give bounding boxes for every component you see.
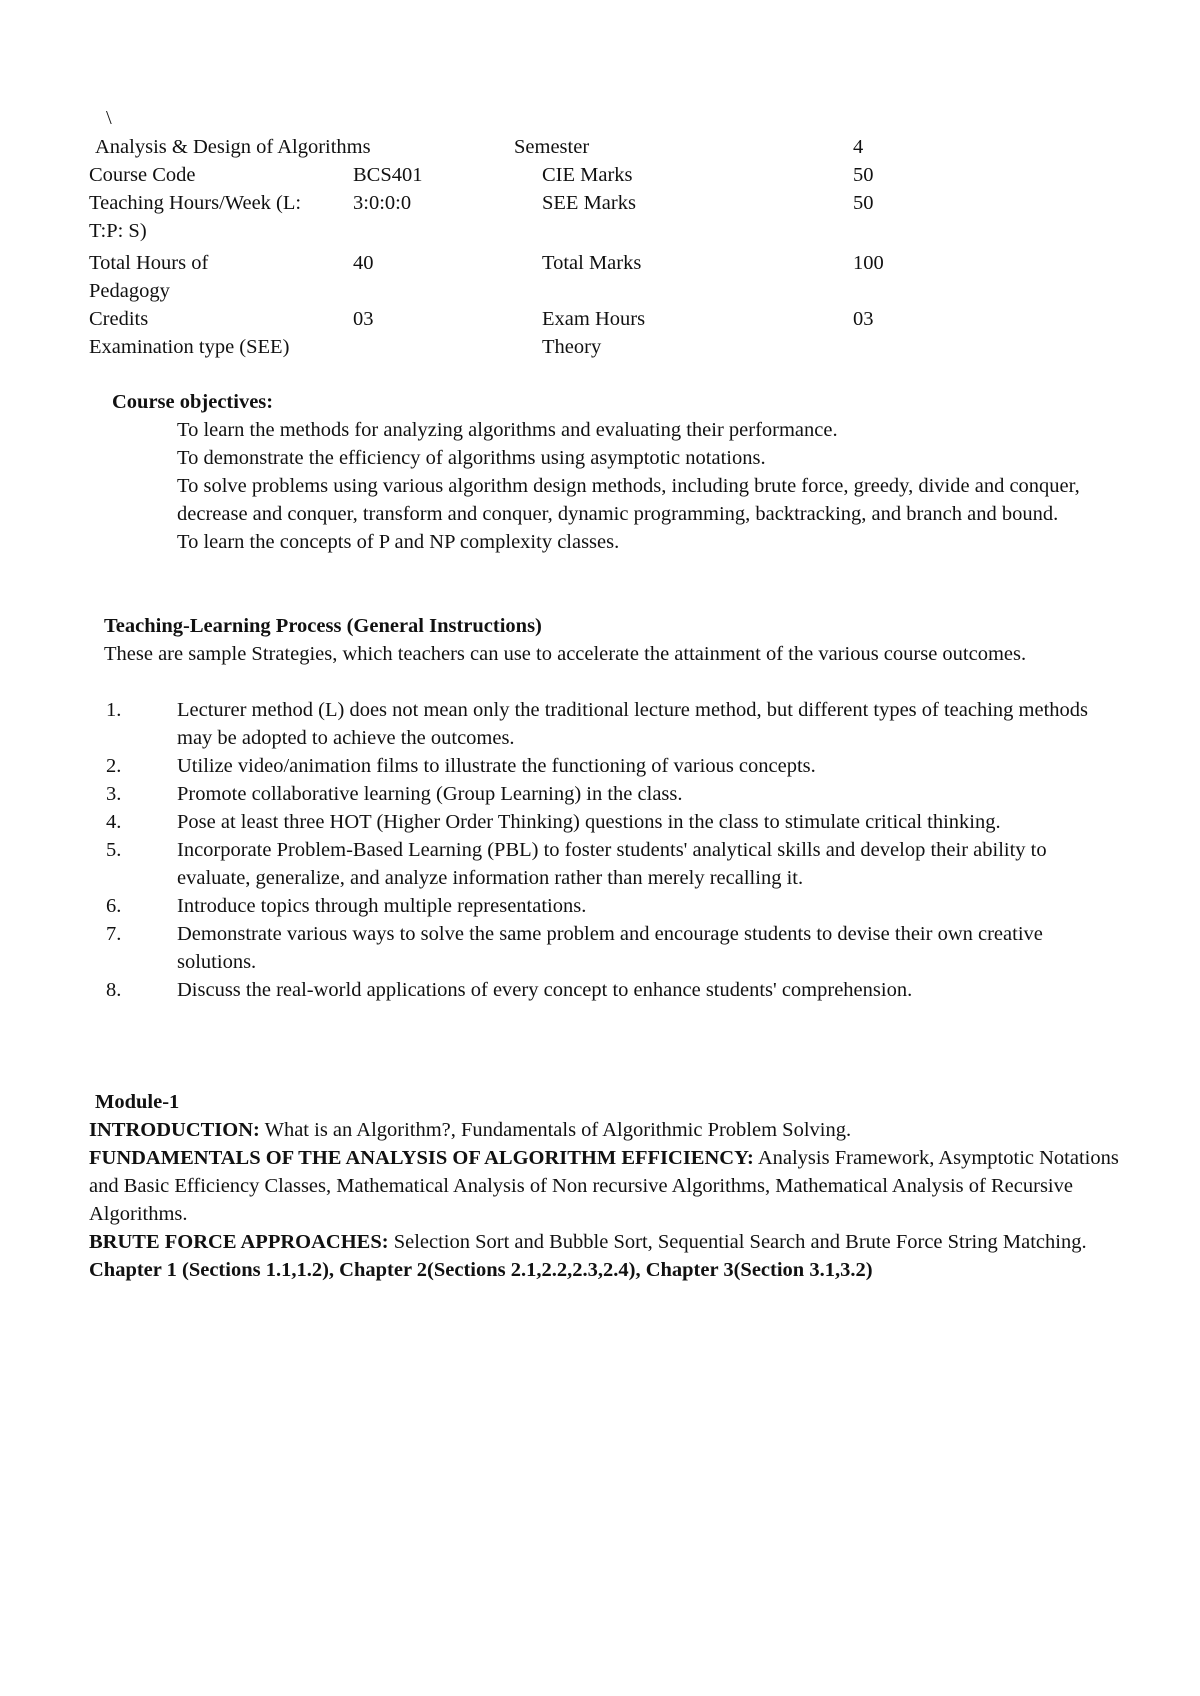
module-introduction — [89, 1116, 1119, 1144]
list-item — [104, 892, 1114, 920]
list-item: To solve problems using various algorithm design methods, including brute force, greedy, divide and conquer, decrease and conquer, transform and conquer, dynamic programming, backtracking, and branch and bound. — [177, 475, 1080, 525]
item-text: Demonstrate various ways to solve the same problem and encourage students to devise their own creative solutions. — [177, 923, 1043, 973]
topic-label: BRUTE FORCE APPROACHES: — [89, 1231, 389, 1253]
item-text: Discuss the real-world applications of every concept to enhance students' comprehension. — [177, 979, 913, 1001]
info-value: 50 — [853, 164, 874, 186]
item-number: 8. — [106, 979, 122, 1001]
item-text: Pose at least three HOT (Higher Order Thinking) questions in the class to stimulate critical thinking. — [177, 811, 1001, 833]
info-value: 4 — [853, 136, 864, 158]
item-number: 5. — [106, 839, 122, 861]
info-value: 03 — [353, 308, 374, 330]
info-value: 03 — [853, 308, 874, 330]
topic-text: What is an Algorithm?, Fundamentals of Algorithmic Problem Solving. — [259, 1119, 852, 1141]
topic-text: Analysis Framework, Asymptotic Notations and Basic Efficiency Classes, Mathematical Analysis of Non recursive Algorithms, Mathematical Analysis of Recursive Algorithms. — [89, 1147, 1119, 1225]
list-item — [104, 836, 1114, 892]
item-number: 3. — [106, 783, 122, 805]
module-1 — [89, 1088, 1119, 1284]
list-item — [104, 920, 1114, 976]
item-number: 4. — [106, 811, 122, 833]
info-label: Examination type (SEE) — [89, 336, 290, 358]
course-title: Analysis & Design of Algorithms — [95, 136, 371, 158]
list-item — [104, 780, 1114, 808]
objectives-heading: Course objectives: — [112, 391, 274, 413]
info-label: Exam Hours — [542, 308, 646, 330]
topic-label: FUNDAMENTALS OF THE ANALYSIS OF ALGORITHM EFFICIENCY: — [89, 1147, 754, 1169]
info-value: 40 — [353, 252, 374, 274]
info-label: Course Code — [89, 164, 196, 186]
item-number: 2. — [106, 755, 122, 777]
list-item — [104, 752, 1114, 780]
item-number: 1. — [106, 699, 122, 721]
item-text: Incorporate Problem-Based Learning (PBL) to foster students' analytical skills and develop their ability to evaluate, generalize, and analyze information rather than merely recalling it. — [177, 839, 1047, 889]
info-label: Total Marks — [542, 252, 642, 274]
info-label: Semester — [514, 136, 590, 158]
info-label: Theory — [542, 336, 602, 358]
info-label: SEE Marks — [542, 192, 636, 214]
list-item — [104, 808, 1114, 836]
topic-text: Selection Sort and Bubble Sort, Sequential Search and Brute Force String Matching. — [388, 1231, 1087, 1253]
topic-label: INTRODUCTION: — [89, 1119, 260, 1141]
item-number: 6. — [106, 895, 122, 917]
info-value: 100 — [853, 252, 884, 274]
item-text: Utilize video/animation films to illustrate the functioning of various concepts. — [177, 755, 816, 777]
list-item — [104, 696, 1114, 752]
objectives-list — [177, 416, 1097, 556]
info-label: Credits — [89, 308, 149, 330]
teaching-heading: Teaching-Learning Process (General Instructions) — [104, 615, 542, 637]
info-label: CIE Marks — [542, 164, 633, 186]
info-value: BCS401 — [353, 164, 423, 186]
teaching-intro: These are sample Strategies, which teachers can use to accelerate the attainment of the various course outcomes. — [104, 643, 1027, 665]
item-text: Introduce topics through multiple representations. — [177, 895, 587, 917]
item-number: 7. — [106, 923, 122, 945]
info-label: Teaching Hours/Week (L: T:P: S) — [89, 192, 302, 242]
item-text: Lecturer method (L) does not mean only the traditional lecture method, but different types of teaching methods may be adopted to achieve the outcomes. — [177, 699, 1089, 749]
top-mark: \ — [106, 107, 112, 129]
module-title: Module-1 — [95, 1091, 180, 1113]
list-item: To demonstrate the efficiency of algorithms using asymptotic notations. — [177, 447, 766, 469]
module-chapters: Chapter 1 (Sections 1.1,1.2), Chapter 2(Sections 2.1,2.2,2.3,2.4), Chapter 3(Section 3.1,3.2) — [89, 1259, 873, 1281]
info-label: Total Hours of Pedagogy — [89, 252, 209, 302]
list-item: To learn the concepts of P and NP complexity classes. — [177, 531, 620, 553]
teaching-list — [104, 696, 1114, 1004]
list-item: To learn the methods for analyzing algorithms and evaluating their performance. — [177, 419, 838, 441]
item-text: Promote collaborative learning (Group Learning) in the class. — [177, 783, 683, 805]
module-fundamentals — [89, 1144, 1119, 1228]
info-value: 50 — [853, 192, 874, 214]
info-value: 3:0:0:0 — [353, 192, 412, 214]
module-brute-force — [89, 1228, 1119, 1256]
list-item — [104, 976, 1114, 1004]
